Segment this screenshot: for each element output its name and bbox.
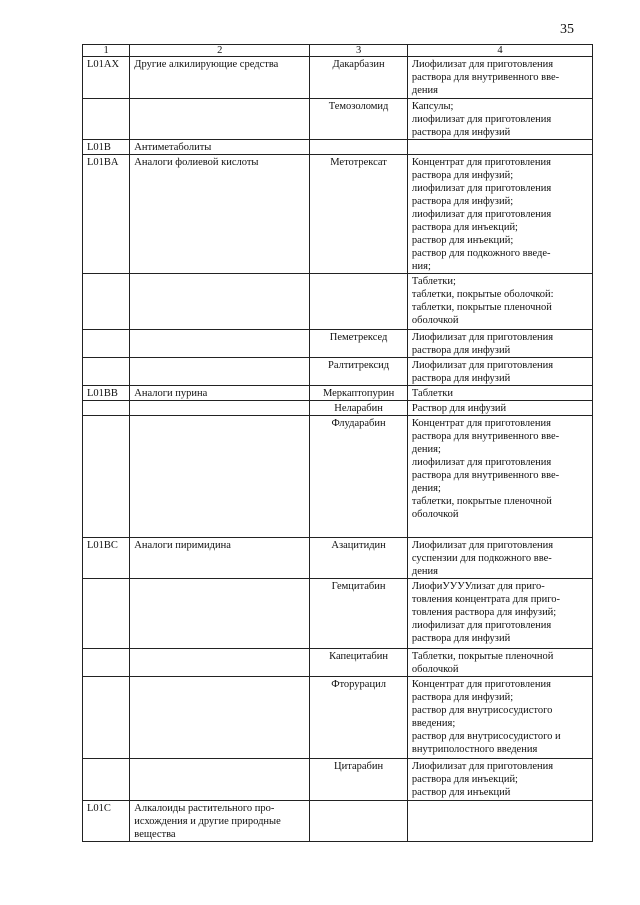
dosage-form-line: раствор для инъекций; xyxy=(411,235,514,246)
table-row xyxy=(83,677,593,759)
pharmacological-group-cell xyxy=(130,677,310,759)
dosage-form-line: раствор для инъекций xyxy=(411,787,511,798)
atc-code-cell: L01C xyxy=(83,801,130,842)
drug-name-cell: Флударабин xyxy=(310,416,408,538)
pharmacological-group-cell xyxy=(130,155,310,274)
dosage-form-line: дения; xyxy=(411,483,441,494)
table-row xyxy=(83,759,593,801)
pharmacological-group-cell xyxy=(130,358,310,386)
pharmacological-group-cell xyxy=(130,538,310,579)
pharmacological-group-cell xyxy=(130,401,310,416)
drug-name-cell: Пеметрексед xyxy=(310,330,408,358)
dosage-form-line: товления раствора для инфузий; xyxy=(411,607,557,618)
drug-name-cell: Ралтитрексид xyxy=(310,358,408,386)
table-row xyxy=(83,801,593,842)
pharmacological-group-cell xyxy=(130,649,310,677)
group-text-line: Другие алкилирующие средства xyxy=(134,59,279,70)
pharmacological-group-cell xyxy=(130,801,310,842)
group-text-line: Аналоги пиримидина xyxy=(134,540,231,551)
table-row xyxy=(83,649,593,677)
dosage-form-line: Лиофилизат для приготовления xyxy=(411,332,554,343)
dosage-forms-cell xyxy=(407,274,592,330)
atc-code-cell xyxy=(83,330,130,358)
dosage-form-line: ЛиофиУУУУлизат для приго- xyxy=(411,581,545,592)
atc-code-cell: L01BB xyxy=(83,386,130,401)
atc-code-cell: L01BA xyxy=(83,155,130,274)
dosage-form-line: раствора для инфузий; xyxy=(411,196,514,207)
group-text-line: Алкалоиды растительного про- xyxy=(134,803,275,814)
atc-code-cell xyxy=(83,401,130,416)
dosage-forms-cell xyxy=(407,99,592,140)
atc-code-cell: L01AX xyxy=(83,57,130,99)
dosage-form-line: Раствор для инфузий xyxy=(411,403,507,414)
drug-name-cell: Цитарабин xyxy=(310,759,408,801)
dosage-form-line: Таблетки, покрытые пленочной xyxy=(411,651,554,662)
drug-name-cell: Темозоломид xyxy=(310,99,408,140)
drug-name-cell: Фторурацил xyxy=(310,677,408,759)
drug-name-cell: Дакарбазин xyxy=(310,57,408,99)
dosage-forms-cell xyxy=(407,416,592,538)
column-header-1: 1 xyxy=(83,45,130,57)
dosage-form-line: лиофилизат для приготовления xyxy=(411,114,552,125)
dosage-forms-cell xyxy=(407,330,592,358)
table-row xyxy=(83,401,593,416)
dosage-form-line: раствора для внутривенного вве- xyxy=(411,431,560,442)
dosage-form-line: введения; xyxy=(411,718,456,729)
dosage-form-line: дения xyxy=(411,566,438,577)
table-row xyxy=(83,386,593,401)
atc-code-cell xyxy=(83,677,130,759)
dosage-form-line: таблетки, покрытые пленочной xyxy=(411,302,552,313)
dosage-form-line: внутриполостного введения xyxy=(411,744,538,755)
table-body xyxy=(83,57,593,842)
dosage-forms-cell xyxy=(407,358,592,386)
dosage-form-line: раствор для внутрисосудистого xyxy=(411,705,553,716)
atc-code-cell xyxy=(83,358,130,386)
dosage-forms-cell xyxy=(407,759,592,801)
dosage-forms-cell xyxy=(407,401,592,416)
dosage-form-line: ния; xyxy=(411,261,431,272)
drug-name-cell: Азацитидин xyxy=(310,538,408,579)
group-text-line: вещества xyxy=(134,829,176,840)
dosage-form-line: Лиофилизат для приготовления xyxy=(411,360,554,371)
dosage-forms-cell xyxy=(407,57,592,99)
dosage-form-line: Концентрат для приготовления xyxy=(411,418,551,429)
dosage-form-line: Концентрат для приготовления xyxy=(411,679,551,690)
dosage-form-line: раствора для инфузий; xyxy=(411,692,514,703)
dosage-form-line: лиофилизат для приготовления xyxy=(411,620,552,631)
table-row xyxy=(83,155,593,274)
drug-name-cell: Меркаптопурин xyxy=(310,386,408,401)
dosage-form-line: таблетки, покрытые оболочкой: xyxy=(411,289,554,300)
dosage-form-line: Лиофилизат для приготовления xyxy=(411,761,554,772)
dosage-form-line: Лиофилизат для приготовления xyxy=(411,59,554,70)
dosage-form-line: Капсулы; xyxy=(411,101,454,112)
dosage-form-line: раствор для внутрисосудистого и xyxy=(411,731,561,742)
dosage-form-line: раствор для подкожного введе- xyxy=(411,248,551,259)
dosage-forms-cell xyxy=(407,801,592,842)
pharmacological-group-cell xyxy=(130,416,310,538)
pharmacological-group-cell xyxy=(130,330,310,358)
atc-code-cell: L01BC xyxy=(83,538,130,579)
table-row xyxy=(83,416,593,538)
dosage-forms-cell xyxy=(407,677,592,759)
table-row xyxy=(83,140,593,155)
column-header-2: 2 xyxy=(130,45,310,57)
table-row xyxy=(83,99,593,140)
dosage-form-line: раствора для инфузий xyxy=(411,127,511,138)
dosage-form-line: оболочкой xyxy=(411,664,459,675)
drug-name-cell: Капецитабин xyxy=(310,649,408,677)
dosage-form-line: лиофилизат для приготовления xyxy=(411,209,552,220)
table-row xyxy=(83,57,593,99)
column-header-4: 4 xyxy=(407,45,592,57)
group-text-line: Аналоги фолиевой кислоты xyxy=(134,157,259,168)
pharmacological-group-cell xyxy=(130,274,310,330)
table-header-row xyxy=(83,45,593,57)
dosage-form-line: дения xyxy=(411,85,438,96)
atc-code-cell xyxy=(83,274,130,330)
dosage-forms-cell xyxy=(407,649,592,677)
drug-classification-table xyxy=(82,44,593,842)
group-text-line: Антиметаболиты xyxy=(134,142,212,153)
dosage-form-line: раствора для инфузий xyxy=(411,633,511,644)
dosage-form-line: лиофилизат для приготовления xyxy=(411,183,552,194)
atc-code-cell: L01B xyxy=(83,140,130,155)
drug-name-cell: Метотрексат xyxy=(310,155,408,274)
page-number: 35 xyxy=(560,22,574,37)
drug-name-cell xyxy=(310,801,408,842)
dosage-form-line: раствора для инфузий xyxy=(411,373,511,384)
dosage-forms-cell xyxy=(407,579,592,649)
dosage-forms-cell xyxy=(407,155,592,274)
dosage-form-line: таблетки, покрытые пленочной xyxy=(411,496,552,507)
drug-name-cell xyxy=(310,274,408,330)
dosage-form-line: раствора для внутривенного вве- xyxy=(411,470,560,481)
atc-code-cell xyxy=(83,649,130,677)
dosage-form-line: раствора для инъекций; xyxy=(411,222,518,233)
dosage-form-line: раствора для инфузий xyxy=(411,345,511,356)
dosage-form-line: Таблетки; xyxy=(411,276,456,287)
table-row xyxy=(83,358,593,386)
table-row xyxy=(83,579,593,649)
table-row xyxy=(83,538,593,579)
dosage-form-line: раствора для внутривенного вве- xyxy=(411,72,560,83)
table-row xyxy=(83,330,593,358)
table-row xyxy=(83,274,593,330)
dosage-forms-cell xyxy=(407,538,592,579)
pharmacological-group-cell xyxy=(130,99,310,140)
atc-code-cell xyxy=(83,99,130,140)
dosage-form-line: оболочкой xyxy=(411,509,459,520)
group-text-line: Аналоги пурина xyxy=(134,388,208,399)
atc-code-cell xyxy=(83,579,130,649)
dosage-form-line: дения; xyxy=(411,444,441,455)
dosage-form-line: Таблетки xyxy=(411,388,454,399)
atc-code-cell xyxy=(83,759,130,801)
dosage-form-line: раствора для инфузий; xyxy=(411,170,514,181)
pharmacological-group-cell xyxy=(130,759,310,801)
atc-code-cell xyxy=(83,416,130,538)
pharmacological-group-cell xyxy=(130,57,310,99)
drug-name-cell xyxy=(310,140,408,155)
column-header-3: 3 xyxy=(310,45,408,57)
drug-name-cell: Неларабин xyxy=(310,401,408,416)
dosage-form-line: лиофилизат для приготовления xyxy=(411,457,552,468)
dosage-form-line: товления концентрата для приго- xyxy=(411,594,561,605)
pharmacological-group-cell xyxy=(130,140,310,155)
dosage-form-line: оболочкой xyxy=(411,315,459,326)
dosage-form-line: Лиофилизат для приготовления xyxy=(411,540,554,551)
dosage-forms-cell xyxy=(407,140,592,155)
dosage-form-line: Концентрат для приготовления xyxy=(411,157,551,168)
dosage-forms-cell xyxy=(407,386,592,401)
drug-name-cell: Гемцитабин xyxy=(310,579,408,649)
dosage-form-line: раствора для инъекций; xyxy=(411,774,518,785)
group-text-line: исхождения и другие природные xyxy=(134,816,281,827)
dosage-form-line: суспензии для подкожного вве- xyxy=(411,553,552,564)
pharmacological-group-cell xyxy=(130,579,310,649)
pharmacological-group-cell xyxy=(130,386,310,401)
